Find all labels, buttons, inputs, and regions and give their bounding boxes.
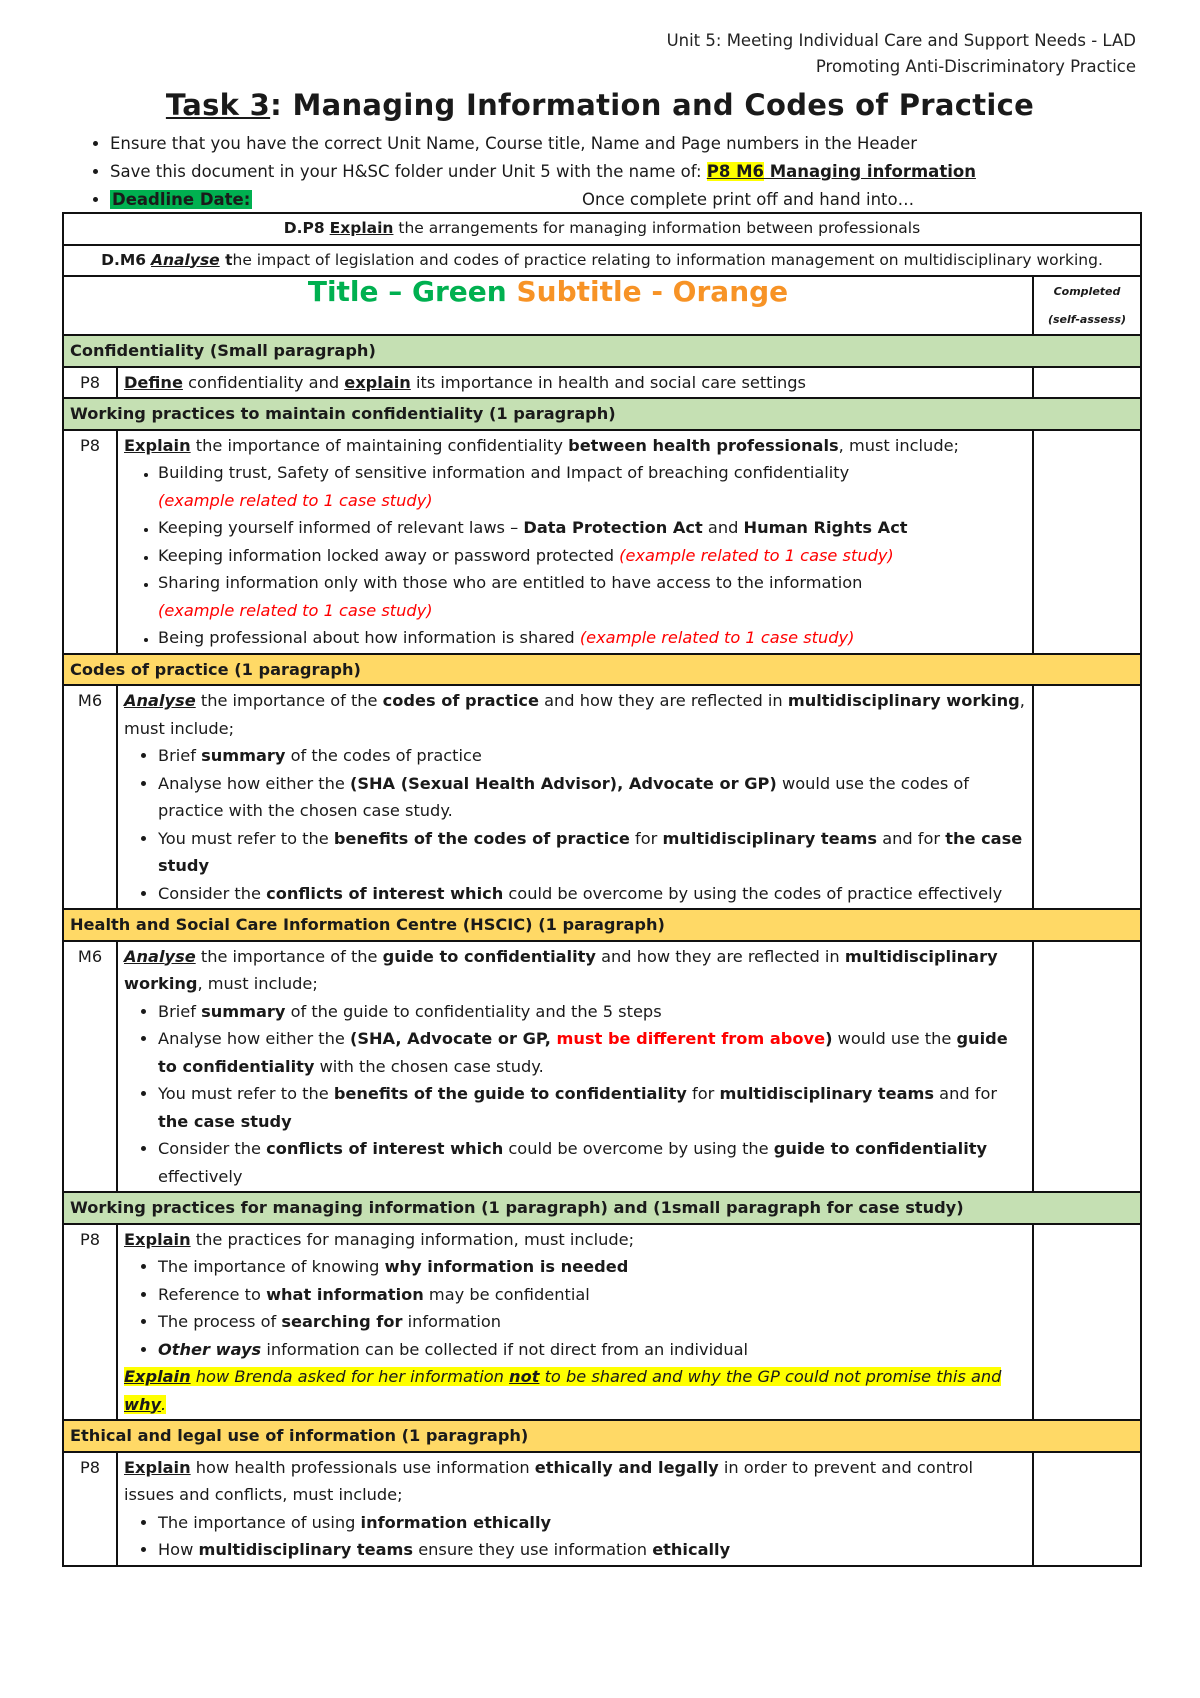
item-text: for	[629, 828, 663, 848]
item-text: Building trust, Safety of sensitive information and Impact of breaching confidentiality	[158, 463, 850, 482]
item-text-bold: why information is needed	[384, 1257, 629, 1276]
task-text-bold: multidisciplinary working	[124, 946, 998, 993]
task-row	[63, 941, 1141, 1193]
item-text-bold: conflicts of interest which	[266, 883, 504, 903]
instruction-item	[110, 186, 1190, 214]
self-assess-label: (self-assess)	[1047, 312, 1127, 326]
criteria-code-cell: P8	[63, 1452, 117, 1566]
task-text: and how they are reflected in	[595, 946, 845, 966]
section-heading: Ethical and legal use of information (1 paragraph)	[63, 1420, 1141, 1452]
section-heading: Working practices for managing information (1 paragraph) and (1small paragraph for case study)	[63, 1192, 1141, 1224]
completed-header	[1033, 276, 1141, 335]
highlight-text: how Brenda asked for her information	[190, 1367, 510, 1386]
criteria-code: D.M6	[101, 250, 147, 269]
section-heading-row	[63, 909, 1141, 941]
item-text: Reference to	[158, 1284, 267, 1304]
criteria-code-cell: P8	[63, 367, 117, 399]
task-table	[62, 212, 1142, 1567]
item-text-bold: the case study	[158, 1111, 292, 1131]
item-text: could be overcome by using the codes of practice effectively	[503, 883, 1003, 903]
item-text: information can be collected if not direct from an individual	[261, 1339, 749, 1359]
task-name: Managing Information and Codes of Practice	[282, 88, 1035, 122]
task-text: , must include;	[197, 974, 318, 993]
task-text: confidentiality and	[182, 372, 345, 392]
instruction-list	[72, 130, 1190, 214]
task-row	[63, 367, 1141, 399]
list-item	[158, 1536, 1026, 1564]
item-text-bold: Human Rights Act	[743, 518, 908, 537]
item-text: effectively	[158, 1166, 243, 1186]
task-text: its importance in health and social care settings	[410, 372, 806, 392]
task-description	[117, 685, 1033, 909]
criteria-code-cell: P8	[63, 430, 117, 654]
item-text: would use the	[832, 1029, 957, 1048]
list-item	[158, 1135, 1026, 1190]
task-text-bold: multidisciplinary working	[787, 691, 1020, 710]
warning-text: must be different from above	[556, 1029, 826, 1048]
item-text: may be confidential	[423, 1284, 590, 1304]
criteria-text: the arrangements for managing information between professionals	[393, 219, 921, 237]
task-row	[63, 685, 1141, 909]
command-word: Explain	[124, 1367, 191, 1386]
item-text: You must refer to the	[158, 1084, 334, 1103]
task-text: the importance of the	[195, 691, 383, 710]
item-text: with the chosen case study.	[314, 1056, 544, 1076]
title-colon: :	[270, 88, 283, 122]
item-text: and for	[877, 828, 946, 848]
task-text-bold: codes of practice	[382, 691, 539, 710]
completed-checkbox-cell[interactable]	[1033, 367, 1141, 399]
section-heading-row	[63, 654, 1141, 686]
item-text: would use the codes of practice with the chosen case study.	[158, 773, 970, 820]
item-text: and	[702, 518, 744, 537]
task-text-bold: between health professionals	[568, 435, 839, 455]
section-heading: Codes of practice (1 paragraph)	[63, 654, 1141, 686]
command-word: Explain	[124, 1457, 191, 1477]
item-text-bold: guide to confidentiality	[773, 1139, 988, 1158]
list-item	[158, 1336, 1026, 1364]
item-text: Being professional about how information is shared	[158, 628, 580, 647]
deadline-label: Deadline Date:	[112, 190, 251, 209]
task-row	[63, 430, 1141, 654]
completed-checkbox-cell[interactable]	[1033, 430, 1141, 654]
criteria-row	[63, 245, 1141, 277]
task-text: the practices for managing information, must include;	[190, 1229, 635, 1249]
section-heading-row	[63, 1192, 1141, 1224]
item-text-bold: )	[825, 1029, 833, 1048]
criteria-code: D.P8	[283, 219, 325, 237]
file-code-highlight: P8 M6	[706, 162, 764, 181]
requirement-list	[124, 1509, 1026, 1564]
task-number: Task 3	[165, 88, 271, 122]
file-name: Managing information	[763, 162, 976, 181]
task-description	[117, 1452, 1033, 1566]
list-item	[158, 624, 1026, 652]
list-item	[158, 542, 1026, 570]
item-text-bold: information ethically	[360, 1512, 552, 1532]
criteria-verb: Explain	[329, 219, 394, 237]
title-green: Title – Green	[307, 275, 507, 308]
criteria-code-cell: M6	[63, 941, 117, 1193]
item-text: The importance of using	[158, 1512, 361, 1532]
command-word: explain	[344, 372, 411, 392]
item-text: Brief	[158, 746, 202, 765]
criteria-text: he impact of legislation and codes of practice relating to information management on multidisciplinary working.	[232, 250, 1103, 269]
command-word: Explain	[124, 435, 191, 455]
command-word: Analyse	[124, 691, 196, 710]
item-text-bold: Other ways	[158, 1339, 262, 1359]
subtitle-orange: Subtitle - Orange	[506, 275, 789, 308]
item-text-bold: conflicts of interest which	[266, 1139, 504, 1158]
item-text: The process of	[158, 1312, 282, 1331]
case-study-note: (example related to 1 case study)	[579, 628, 855, 647]
item-text: Keeping yourself informed of relevant laws –	[158, 518, 524, 537]
criteria-row	[63, 213, 1141, 245]
highlight-text: to be shared and why the GP could not promise this and	[539, 1367, 1002, 1386]
requirement-list	[124, 742, 1026, 907]
criteria-code-cell: P8	[63, 1224, 117, 1421]
item-text-bold: searching for	[281, 1312, 403, 1331]
case-study-note: (example related to 1 case study)	[158, 600, 433, 620]
item-text: and for	[934, 1084, 998, 1103]
item-text: Analyse how either the	[158, 1029, 350, 1048]
list-item	[158, 1281, 1026, 1309]
section-heading: Confidentiality (Small paragraph)	[63, 335, 1141, 367]
item-text-bold: Data Protection Act	[523, 518, 703, 537]
task-text: , must include;	[838, 435, 960, 455]
highlight-text-bold: not	[509, 1367, 540, 1386]
completed-checkbox-cell[interactable]	[1033, 685, 1141, 909]
item-text-bold: what information	[266, 1284, 424, 1304]
task-row	[63, 1452, 1141, 1566]
completed-label: Completed	[1053, 285, 1121, 298]
section-heading-row	[63, 335, 1141, 367]
case-study-note: (example related to 1 case study)	[158, 490, 433, 510]
item-text: Keeping information locked away or password protected	[158, 545, 620, 565]
item-text: You must refer to the	[158, 828, 334, 848]
requirement-list	[124, 998, 1026, 1191]
criteria-code-cell: M6	[63, 685, 117, 909]
item-text-bold: (SHA (Sexual Health Advisor), Advocate or GP)	[349, 773, 777, 793]
item-text-bold: the case study	[158, 828, 1023, 875]
list-item	[158, 825, 1026, 880]
list-item	[158, 742, 1026, 770]
page-title	[0, 88, 1200, 122]
list-item	[158, 770, 1026, 825]
list-item	[158, 1253, 1026, 1281]
list-item	[158, 514, 1026, 542]
item-text-bold: multidisciplinary teams	[662, 828, 878, 848]
task-text: in order to prevent and control issues and conflicts, must include;	[124, 1457, 974, 1504]
item-text: Consider the	[158, 883, 267, 903]
item-text-bold: multidisciplinary teams	[198, 1540, 414, 1559]
item-text-bold: (SHA, Advocate or GP,	[349, 1029, 557, 1048]
item-text: Brief	[158, 1001, 202, 1021]
item-text: The importance of knowing	[158, 1257, 385, 1276]
completed-checkbox-cell[interactable]	[1033, 941, 1141, 1193]
item-text-bold: summary	[201, 1001, 286, 1021]
list-item	[158, 998, 1026, 1026]
item-text-bold: guide to confidentiality	[158, 1029, 1008, 1076]
criteria-m6	[63, 245, 1141, 277]
item-text-bold: summary	[201, 746, 286, 765]
requirement-list	[124, 1253, 1026, 1363]
header-unit-line: Unit 5: Meeting Individual Care and Support Needs - LAD	[666, 31, 1136, 50]
item-text-bold: benefits of the codes of practice	[333, 828, 630, 848]
task-text-bold: ethically and legally	[534, 1457, 719, 1477]
item-text: of the guide to confidentiality and the 5 steps	[285, 1001, 662, 1021]
list-item	[158, 1308, 1026, 1336]
list-item	[158, 1080, 1026, 1135]
deadline-text: Once complete print off and hand into…	[582, 190, 915, 209]
task-text-bold: guide to confidentiality	[382, 946, 596, 966]
item-text: for	[686, 1084, 720, 1103]
task-description	[117, 367, 1033, 399]
list-item	[158, 1509, 1026, 1537]
completed-checkbox-cell[interactable]	[1033, 1452, 1141, 1566]
criteria-text: t	[219, 250, 233, 269]
task-text: how health professionals use information	[190, 1457, 535, 1477]
list-item	[158, 569, 1026, 624]
item-text: Consider the	[158, 1139, 267, 1158]
header-subject-line: Promoting Anti-Discriminatory Practice	[815, 57, 1136, 76]
list-item	[158, 880, 1026, 908]
list-item	[158, 459, 1026, 514]
item-text-bold: benefits of the guide to confidentiality	[333, 1084, 687, 1103]
command-word: Analyse	[124, 946, 196, 966]
title-row	[63, 276, 1141, 335]
instruction-text: Save this document in your H&SC folder under Unit 5 with the name of:	[110, 162, 707, 181]
task-row	[63, 1224, 1141, 1421]
task-text: , must include;	[124, 691, 1025, 738]
highlight-text: .	[161, 1394, 167, 1414]
completed-checkbox-cell[interactable]	[1033, 1224, 1141, 1421]
task-description	[117, 1224, 1033, 1421]
title-guide	[63, 276, 1033, 335]
criteria-verb: Analyse	[151, 250, 220, 269]
command-word: Explain	[124, 1229, 191, 1249]
item-text: could be overcome by using the	[503, 1139, 774, 1158]
case-study-note: (example related to 1 case study)	[619, 545, 894, 565]
item-text-bold: multidisciplinary teams	[719, 1084, 935, 1103]
item-text: Analyse how either the	[158, 773, 350, 793]
task-text: the importance of maintaining confidentiality	[190, 435, 569, 455]
task-description	[117, 430, 1033, 654]
criteria-p8	[63, 213, 1141, 245]
item-text: How	[158, 1540, 199, 1559]
section-heading: Health and Social Care Information Centre (HSCIC) (1 paragraph)	[63, 909, 1141, 941]
task-text: and how they are reflected in	[538, 691, 788, 710]
case-study-highlight	[124, 1367, 1001, 1414]
task-description	[117, 941, 1033, 1193]
instruction-item	[110, 158, 1190, 186]
list-item	[158, 1025, 1026, 1080]
item-text: information	[402, 1312, 502, 1331]
page-header	[667, 28, 1136, 80]
command-word: Define	[124, 372, 183, 392]
section-heading: Working practices to maintain confidentiality (1 paragraph)	[63, 398, 1141, 430]
requirement-list	[124, 459, 1026, 652]
task-text: the importance of the	[195, 946, 383, 966]
item-text-bold: ethically	[652, 1540, 731, 1559]
instruction-text: Ensure that you have the correct Unit Name, Course title, Name and Page numbers in the Header	[110, 134, 918, 153]
instruction-item	[110, 130, 1190, 158]
section-heading-row	[63, 1420, 1141, 1452]
section-heading-row	[63, 398, 1141, 430]
item-text: Sharing information only with those who are entitled to have access to the information	[158, 573, 863, 592]
item-text: ensure they use information	[413, 1540, 653, 1559]
item-text: of the codes of practice	[285, 746, 482, 765]
highlight-text-bold: why	[124, 1394, 162, 1414]
